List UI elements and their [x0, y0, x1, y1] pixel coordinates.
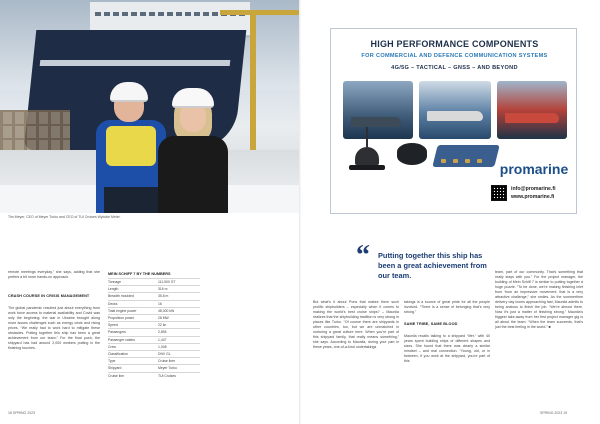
numbers-label: Tonnage: [108, 280, 122, 284]
numbers-value: 48,000 kW: [158, 308, 175, 313]
numbers-row: [108, 364, 200, 371]
numbers-label: Speed: [108, 323, 118, 328]
right-col2-body: Maunila recalls talking to a shipyard “lifer,” with 40 years spent building ships of different shapes and sizes. She found that there was clearly a similar mindset – and real connection. “Young, old, or in between, if you work at the shipyard, you’re part of this: [404, 334, 490, 363]
numbers-value: 22 kn: [158, 323, 167, 328]
ship-stripe: [40, 60, 231, 66]
numbers-row: [108, 292, 200, 299]
router-port-icon: [477, 159, 482, 163]
same-tribe-heading: SAME TRIBE, SAME BLOOD: [404, 322, 458, 326]
ad-subtitle: FOR COMMERCIAL AND DEFENCE COMMUNICATION SYSTEMS: [361, 53, 548, 59]
numbers-row: [108, 285, 200, 292]
right-col2-intro: takings is a source of great pride for all the people involved. “There is a sense of belonging that’s very strong.”: [404, 300, 490, 314]
numbers-label: Breadth moulded: [108, 294, 134, 299]
numbers-label: Crew: [108, 344, 116, 349]
numbers-value: 2,894: [158, 330, 167, 335]
right-col3-body: team, part of our community. That’s something that really stays with you.” For the project manager, the building of Mein Schiff 7 is similar to putting together a huge puzzle. “To be done, we’re making finishing inlet from ‘from an impressive movement, that is a very attractive challenge,” she smiles. As the summertime delivery day looms approaching fast, Maunila admits to being anxious to finish the job. “We’re almost there. Now it’s just a matter of finishing strong.” Maunila’s biggest take-away from her first project manager gig is all about the team. “When the team succeeds, that’s just the best feeling in the world.” ■: [495, 270, 583, 329]
router-port-icon: [441, 159, 446, 163]
antenna-icon: [366, 127, 368, 147]
numbers-value: 1,008: [158, 344, 167, 349]
numbers-value: Meyer Turku: [158, 366, 177, 371]
numbers-value: DNV GL: [158, 352, 171, 357]
promarine-logo: promarine: [499, 161, 569, 177]
numbers-row: [108, 357, 200, 364]
numbers-label: Cruise line: [108, 373, 125, 378]
numbers-value: Cruise liner: [158, 359, 176, 364]
ad-photo-antenna-sea: [343, 81, 413, 139]
numbers-label: Total engine power: [108, 308, 137, 313]
numbers-row: [108, 314, 200, 321]
photo-caption: Tim Meyer, CEO of Meyer Turku and CEO of TUI Cruises Wybcke Meier.: [8, 215, 121, 219]
man-figure: [96, 82, 166, 213]
numbers-value: 111,500 GT: [158, 280, 176, 284]
numbers-label: Decks: [108, 301, 118, 306]
crane: [250, 10, 256, 150]
left-col1-body: The global pandemic resulted just about everything from work force access to material availability and Covid was only the beginning: the war in Ukraine brought along more issues challenges such as energy crisis and rising prices. “We really had to work hard to mitigate these obstacles. Putting together this ship has been a great achievement from our team.” For the final push, the shipyard has had around 2,000 workers putting in the finishing touches.: [8, 306, 100, 350]
numbers-label: Propulsion power: [108, 316, 135, 321]
shipyard-photo: [0, 0, 300, 213]
numbers-row: [108, 300, 200, 307]
right-col1-body: But what’s it about Pons that makes them such prolific shipbuilders – especially when it comes to making the world’s best cruise ships? – Maunila realizes that the shipbuilding tradition is very strong in places like Turku. “Of course there are shipyards in other countries, too, but we are unmatched in nurturing a great culture here. When you’re part of this shipyard family, that really means something,” she says. According to Maunila, during your part in these years, one-of-a-kind undertakings: [313, 300, 399, 349]
spine-gutter: [299, 0, 301, 424]
numbers-row: [108, 307, 200, 314]
numbers-row: [108, 343, 200, 350]
numbers-title: MEIN SCHIFF 7 BY THE NUMBERS: [108, 272, 171, 276]
numbers-label: Shipyard: [108, 366, 122, 371]
numbers-row: [108, 350, 200, 357]
right-page-footer: SPRING 2023 19: [540, 411, 568, 415]
numbers-value: 28 MW: [158, 316, 169, 321]
woman-figure: [158, 88, 228, 213]
numbers-value: 316 m: [158, 287, 168, 292]
numbers-label: Passengers: [108, 330, 126, 335]
numbers-row: [108, 336, 200, 343]
crash-course-heading: CRASH COURSE IN CRISIS MANAGEMENT: [8, 294, 90, 298]
ad-web-link[interactable]: www.promarine.fi: [511, 194, 555, 200]
ad-photo-ferry: [419, 81, 491, 139]
numbers-value: 1,447: [158, 337, 167, 342]
pull-quote: Putting together this ship has been a great achievement from our team.: [378, 251, 487, 280]
numbers-label: Passenger cabins: [108, 337, 135, 342]
numbers-label: Classification: [108, 352, 128, 357]
left-col1-intro: remote meetings everyday,” she says, adding that she prefers a bit more hands-on approach.: [8, 270, 100, 279]
numbers-label: Length: [108, 287, 119, 292]
ad-title: HIGH PERFORMANCE COMPONENTS: [370, 39, 539, 49]
promarine-ad[interactable]: [330, 28, 577, 214]
crane-arm: [220, 10, 300, 15]
numbers-row: [108, 278, 200, 285]
numbers-row: [108, 328, 200, 335]
ad-email-link[interactable]: info@promarine.fi: [511, 186, 556, 192]
numbers-value: 35.8 m: [158, 294, 169, 299]
ad-tagline: 4G/5G – TACTICAL – GNSS – AND BEYOND: [391, 65, 518, 71]
quote-mark-icon: “: [356, 240, 370, 271]
gnss-puck-icon: [397, 143, 427, 165]
ad-photo-patrol-boat: [497, 81, 567, 139]
antenna-dome-icon: [355, 147, 379, 165]
left-page-footer: 18 SPRING 2023: [8, 411, 36, 415]
numbers-row: [108, 321, 200, 328]
numbers-value: 16: [158, 301, 162, 306]
numbers-row: [108, 372, 200, 379]
router-port-icon: [453, 159, 458, 163]
numbers-label: Type: [108, 359, 116, 364]
numbers-value: TUI Cruises: [158, 373, 176, 378]
qr-code-icon[interactable]: [491, 185, 507, 201]
numbers-table: [108, 272, 200, 379]
router-icon: [432, 145, 499, 167]
antenna-base-icon: [349, 165, 385, 170]
router-port-icon: [465, 159, 470, 163]
